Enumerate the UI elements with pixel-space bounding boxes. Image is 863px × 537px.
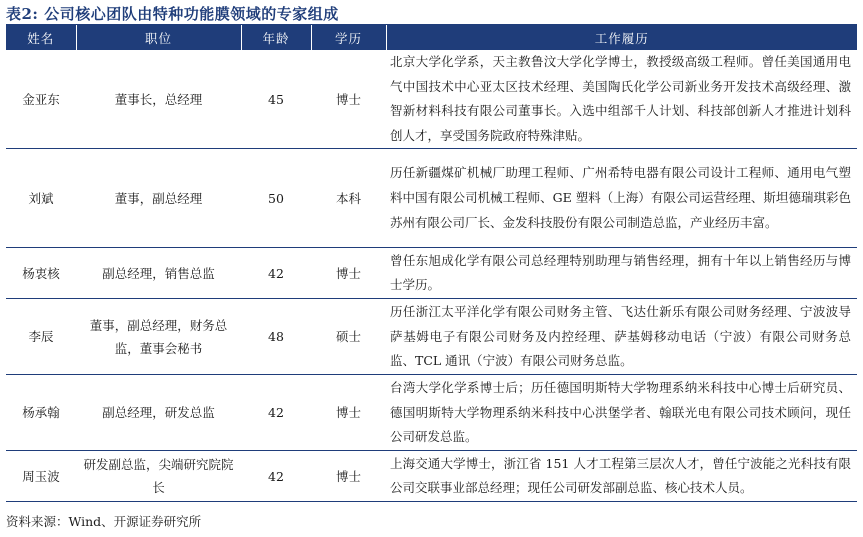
cell-education: 博士 <box>311 375 386 451</box>
core-team-table <box>6 25 857 502</box>
cell-position: 研发副总监，尖端研究院院长 <box>76 451 241 502</box>
cell-age: 42 <box>241 451 311 502</box>
cell-education: 博士 <box>311 50 386 149</box>
header-position: 职位 <box>76 25 241 50</box>
cell-education: 博士 <box>311 451 386 502</box>
cell-age: 48 <box>241 299 311 375</box>
header-resume: 工作履历 <box>386 25 857 50</box>
cell-name: 杨承翰 <box>6 375 76 451</box>
header-age: 年龄 <box>241 25 311 50</box>
table-row <box>6 451 857 502</box>
cell-resume: 上海交通大学博士，浙江省 151 人才工程第三层次人才，曾任宁波能之光科技有限公司交联事业部总经理；现任公司研发部副总监、核心技术人员。 <box>386 451 857 502</box>
table-caption: 表2: 公司核心团队由特种功能膜领域的专家组成 <box>6 5 339 23</box>
cell-position: 副总经理，销售总监 <box>76 248 241 299</box>
cell-age: 45 <box>241 50 311 149</box>
source-note: 资料来源：Wind、开源证券研究所 <box>6 514 202 529</box>
cell-name: 杨衷核 <box>6 248 76 299</box>
cell-position: 副总经理，研发总监 <box>76 375 241 451</box>
cell-education: 博士 <box>311 248 386 299</box>
cell-name: 刘斌 <box>6 149 76 248</box>
table-row <box>6 299 857 375</box>
cell-position: 董事，副总经理 <box>76 149 241 248</box>
cell-name: 金亚东 <box>6 50 76 149</box>
cell-education: 硕士 <box>311 299 386 375</box>
header-education: 学历 <box>311 25 386 50</box>
cell-age: 50 <box>241 149 311 248</box>
cell-resume: 历任浙江太平洋化学有限公司财务主管、飞达仕新乐有限公司财务经理、宁波波导萨基姆电子有限公司财务及内控经理、萨基姆移动电话（宁波）有限公司财务总监、TCL 通讯（宁波）有限公司财务总监。 <box>386 299 857 375</box>
cell-age: 42 <box>241 375 311 451</box>
cell-resume: 曾任东旭成化学有限公司总经理特别助理与销售经理，拥有十年以上销售经历与博士学历。 <box>386 248 857 299</box>
cell-age: 42 <box>241 248 311 299</box>
cell-education: 本科 <box>311 149 386 248</box>
table-row <box>6 149 857 248</box>
cell-resume: 北京大学化学系，天主教鲁汶大学化学博士，教授级高级工程师。曾任美国通用电气中国技术中心亚太区技术经理、美国陶氏化学公司新业务开发技术高级经理、激智新材料科技有限公司董事长。入选中组部千人计划、科技部创新人才推进计划科创人才，享受国务院政府特殊津贴。 <box>386 50 857 149</box>
table-row <box>6 248 857 299</box>
table-row <box>6 375 857 451</box>
header-name: 姓名 <box>6 25 76 50</box>
cell-name: 周玉波 <box>6 451 76 502</box>
table-header-row <box>6 25 857 50</box>
cell-resume: 台湾大学化学系博士后；历任德国明斯特大学物理系纳米科技中心博士后研究员、德国明斯特大学物理系纳米科技中心洪堡学者、翰联光电有限公司技术顾问，现任公司研发总监。 <box>386 375 857 451</box>
cell-position: 董事长，总经理 <box>76 50 241 149</box>
table-row <box>6 50 857 149</box>
cell-resume: 历任新疆煤矿机械厂助理工程师、广州希特电器有限公司设计工程师、通用电气塑料中国有限公司机械工程师、GE 塑料（上海）有限公司运营经理、斯坦德瑞琪彩色苏州有限公司厂长、金发科技股份有限公司制造总监，产业经历丰富。 <box>386 149 857 248</box>
cell-name: 李辰 <box>6 299 76 375</box>
cell-position: 董事，副总经理，财务总监，董事会秘书 <box>76 299 241 375</box>
